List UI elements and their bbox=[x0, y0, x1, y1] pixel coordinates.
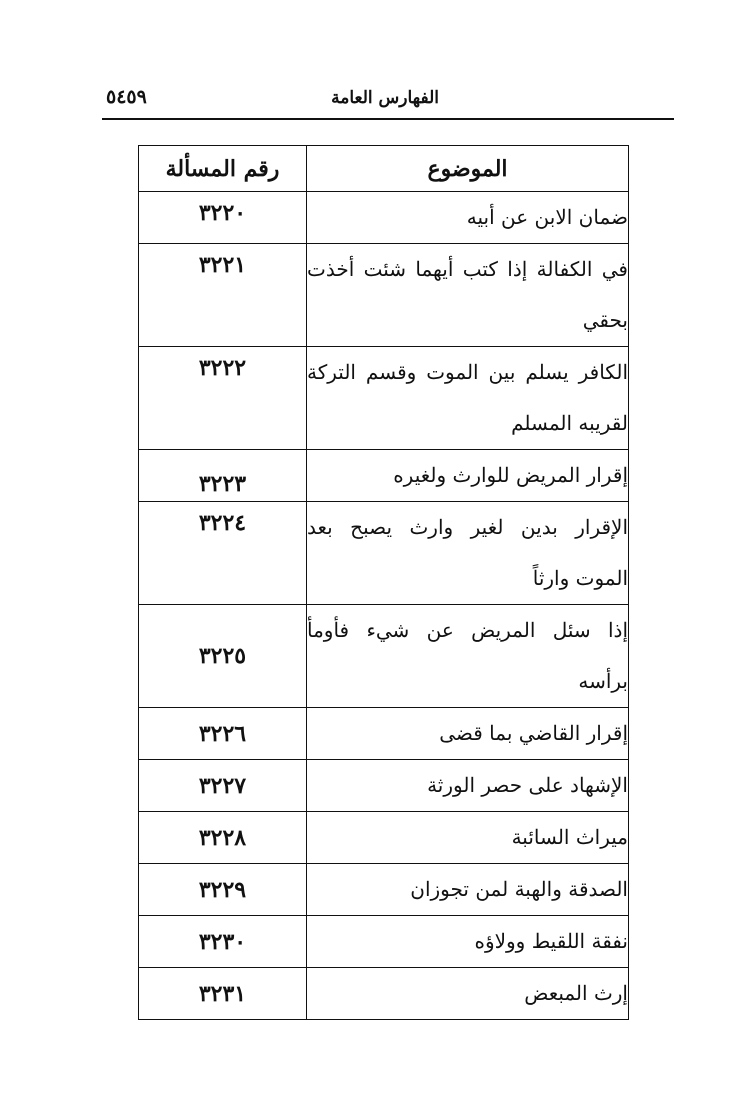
issue-number-column-header: رقم المسألة bbox=[139, 146, 307, 192]
issue-number-cell: ٣٢٢٠ bbox=[139, 192, 307, 244]
issue-number-cell: ٣٢٣٠ bbox=[139, 916, 307, 968]
issue-number-cell: ٣٢٢٦ bbox=[139, 708, 307, 760]
topic-cell: الإشهاد على حصر الورثة bbox=[307, 760, 629, 812]
topic-cell: ضمان الابن عن أبيه bbox=[307, 192, 629, 244]
index-table bbox=[138, 145, 629, 1020]
topic-cell: إقرار القاضي بما قضى bbox=[307, 708, 629, 760]
table-row bbox=[139, 708, 629, 760]
topic-cell: في الكفالة إذا كتب أيهما شئت أخذت بحقي bbox=[307, 244, 629, 347]
issue-number-cell: ٣٢٢١ bbox=[139, 244, 307, 347]
running-title: الفهارس العامة bbox=[331, 88, 439, 108]
table-row bbox=[139, 347, 629, 450]
table-row bbox=[139, 502, 629, 605]
issue-number-cell: ٣٢٢٧ bbox=[139, 760, 307, 812]
topic-cell: إرث المبعض bbox=[307, 968, 629, 1020]
topic-cell: إذا سئل المريض عن شيء فأومأ برأسه bbox=[307, 605, 629, 708]
issue-number-cell: ٣٢٢٨ bbox=[139, 812, 307, 864]
issue-number-cell: ٣٢٣١ bbox=[139, 968, 307, 1020]
table-row bbox=[139, 968, 629, 1020]
table-row bbox=[139, 244, 629, 347]
topic-cell: الكافر يسلم بين الموت وقسم التركة لقريبه المسلم bbox=[307, 347, 629, 450]
table-header-row bbox=[139, 146, 629, 192]
topic-cell: نفقة اللقيط وولاؤه bbox=[307, 916, 629, 968]
table-row bbox=[139, 916, 629, 968]
table-row bbox=[139, 760, 629, 812]
issue-number-cell: ٣٢٢٢ bbox=[139, 347, 307, 450]
issue-number-cell: ٣٢٢٩ bbox=[139, 864, 307, 916]
topic-column-header: الموضوع bbox=[307, 146, 629, 192]
table-row bbox=[139, 450, 629, 502]
topic-cell: الصدقة والهبة لمن تجوزان bbox=[307, 864, 629, 916]
issue-number-cell: ٣٢٢٥ bbox=[139, 605, 307, 708]
table-row bbox=[139, 812, 629, 864]
issue-number-cell: ٣٢٢٤ bbox=[139, 502, 307, 605]
table-row bbox=[139, 192, 629, 244]
page-header bbox=[102, 84, 674, 120]
issue-number-cell: ٣٢٢٣ bbox=[139, 450, 307, 502]
topic-cell: الإقرار بدين لغير وارث يصبح بعد الموت وارثاً bbox=[307, 502, 629, 605]
table-row bbox=[139, 864, 629, 916]
topic-cell: إقرار المريض للوارث ولغيره bbox=[307, 450, 629, 502]
page-number: ٥٤٥٩ bbox=[106, 86, 147, 108]
table-row bbox=[139, 605, 629, 708]
topic-cell: ميراث السائبة bbox=[307, 812, 629, 864]
